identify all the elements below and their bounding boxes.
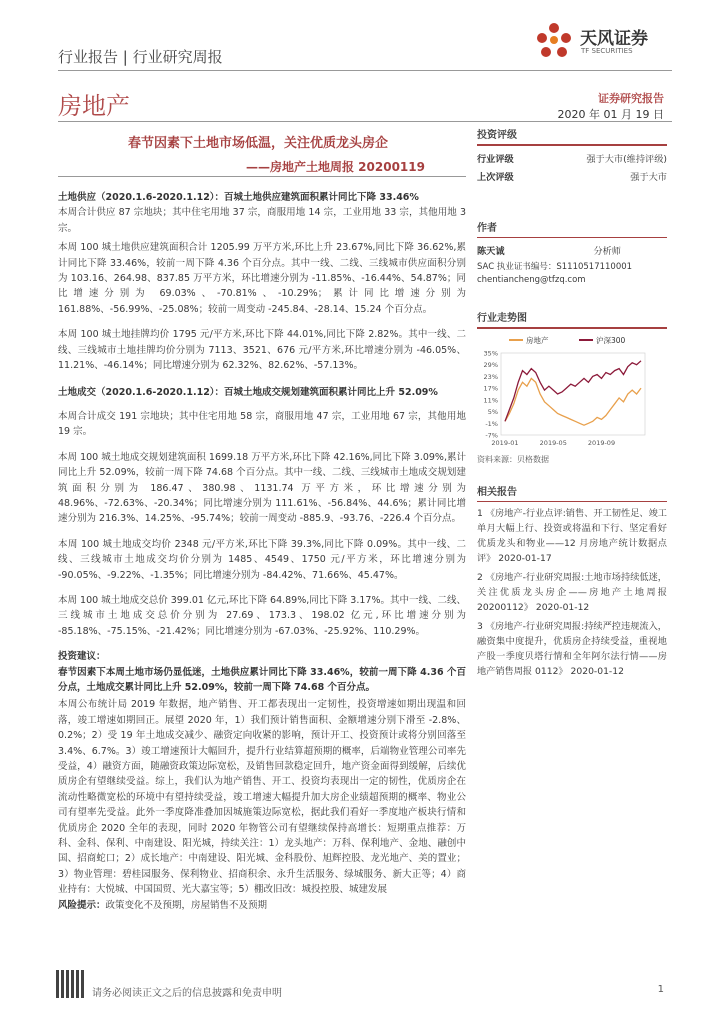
author-heading: 作者 (477, 222, 497, 234)
logo-subtext: TF SECURITIES (581, 47, 633, 55)
rating-heading: 投资评级 (477, 130, 517, 141)
x-tick-label: 2019-09 (587, 438, 616, 447)
paragraph: 本周合计供应 87 宗地块；其中住宅用地 37 宗，商服用地 14 宗，工业用地 33 宗，其他用地 3 宗。 (58, 207, 466, 234)
last-rating-row (477, 169, 667, 183)
investment-advice-summary: 春节因素下本周土地市场仍显低迷，土地供应累计同比下降 33.46%，较前一周下降 4.36 个百分点，土地成交累计同比上升 52.09%，较前一周下降 74.68 个百分点。 (58, 666, 466, 693)
disclaimer-text: 请务必阅读正文之后的信息披露和免责申明 (92, 988, 282, 999)
author-name: 陈天诚 (477, 246, 505, 257)
related-report-item[interactable]: 3 《房地产-行业研究周报:持续严控违规流入，融资集中度提升，优质房企持续受益，重视地产股一季度贝塔行情和全年阿尔法行情——房地产销售周报 0112》 2020-01-12 (477, 621, 667, 677)
legend-label: 房地产 (526, 335, 549, 345)
report-category: 行业报告 | 行业研究周报 (58, 48, 223, 66)
last-rating-label: 上次评级 (477, 171, 514, 183)
y-tick-label: 17% (483, 384, 498, 393)
section-transaction-heading: 土地成交（2020.1.6-2020.1.12）：百城土地成交规划建筑面积累计同比上升 52.09% (58, 387, 438, 399)
body-divider (58, 176, 466, 177)
page-number: 1 (657, 984, 664, 995)
author-email[interactable]: chentiancheng@tfzq.com (477, 275, 586, 285)
author-sac: SAC 执业证书编号：S1110517110001 (477, 262, 633, 272)
headline: 春节因素下土地市场低温，关注优质龙头房企 (128, 136, 389, 151)
last-rating-value: 强于大市 (630, 171, 667, 183)
header-divider (58, 70, 672, 71)
paragraph: 本周公布统计局 2019 年数据，地产销售、开工都表现出一定韧性，投资增速如期出现温和回落，竣工增速如期回正。展望 2020 年，1）我们预计销售面积、金额增速分别下滑至 -2.8%、0.2%；2）受 19 年土地成交减少、融资定向收紧的影响，预计开工、投资预计或将分别回落至 3.4%、6.7%。3）竣工增速预计大幅回升，提升行业结算超预期的概率，后端物业管理公司率先受益，4）融资方面，随融资政策边际宽松，及销售回款稳定回升，地产资金面得到缓解，后续优质房企有望继续受益。综上，我们认为地产销售、开工、投资均表现出一定的韧性，优质房企在流动性略微宽松的环境中有望持续受益，竣工增速大幅提升加大房企业绩超预期的概率、物业公司有望率先受益。此外一季度降准叠加因城施策边际宽松，据此我们看好一季度地产板块行情和优质房企 2020 全年的表现，同时 2020 年物管公司有望继续保持高增长：短期重点推荐：万科、金科、保利、中南建设、阳光城，持续关注：1）龙头地产：万科、保利地产、金地、融创中国、招商蛇口；2）成长地产：中南建设、阳光城、金科股份、旭辉控股、龙光地产、美的置业；3）物业管理：碧桂园服务、保利物业、招商积余、永升生活服务、绿城服务、新大正等；4）商业持有：大悦城、中国国贸、光大嘉宝等；5）棚改旧改：城投控股、城建发展 (58, 699, 466, 896)
paragraph: 本周 100 城土地成交总价 399.01 亿元,环比下降 64.89%,同比下降 3.17%。其中一线、二线、三线城市土地成交总价分别为 27.69、173.3、198.02 亿元,环比增速分别为 -85.18%、-75.15%、-21.42%；同比增速分别为 -67.03%、-25.92%、110.29%。 (58, 594, 466, 637)
paragraph: 本周 100 城土地挂牌均价 1795 元/平方米,环比下降 44.01%,同比下降 2.82%。其中一线、二线、三线城市土地挂牌均价分别为 7113、3521、676 元/平方米,环比增速分别为 -46.05%、11.21%、-46.14%；同比增速分别为 62.32%、82.62%、-57.13%。 (58, 329, 466, 372)
sidebar-divider (477, 144, 667, 146)
main-column (58, 190, 466, 913)
paragraph: 本周 100 城土地成交规划建筑面积 1699.18 万平方米,环比下降 42.16%,同比下降 3.09%,累计同比上升 52.09%，较前一周下降 74.68 个百分点。其中一线、二线、三线城市土地成交规划建筑面积分别为 186.47、380.98、1131.74 万平方米，环比增速分别为 48.96%、-72.63%、-20.34%；同比增速分别为 111.61%、-56.84%、44.6%；累计同比增速分别为 216.3%、14.25%、-95.74%；较前一周变动 -885.9、-93.76、-226.4 个百分点。 (58, 451, 466, 525)
section-supply-heading: 土地供应（2020.1.6-2020.1.12）：百城土地供应建筑面积累计同比下降 33.46% (58, 192, 419, 203)
y-tick-label: 23% (483, 372, 498, 381)
chart-source: 资料来源：贝格数据 (477, 454, 549, 464)
logo-icon (532, 18, 576, 62)
industry-rating-label: 行业评级 (477, 153, 514, 165)
paragraph: 本周 100 城土地成交均价 2348 元/平方米,环比下降 39.3%,同比下降 0.09%。其中一线、二线、三线城市土地成交均价分别为 1485、4549、1750 元/平方米，环比增速分别为 -90.05%、-9.22%、-1.35%；同比增速分别为 -84.42%、71.66%、45.47%。 (58, 538, 466, 581)
author-role: 分析师 (593, 246, 621, 257)
y-tick-label: 5% (487, 407, 498, 416)
y-tick-label: 35% (483, 349, 498, 357)
author-row (477, 243, 667, 257)
sidebar-divider (477, 501, 667, 503)
sidebar (477, 126, 667, 679)
y-tick-label: 29% (483, 360, 498, 369)
y-tick-label: -1% (485, 419, 498, 428)
sidebar-divider (477, 327, 667, 329)
title-divider (58, 121, 672, 122)
related-reports (477, 506, 667, 679)
subheadline: ——房地产土地周报 20200119 (246, 160, 425, 174)
trend-chart (477, 331, 667, 449)
paragraph: 本周 100 城土地供应建筑面积合计 1205.99 万平方米,环比上升 23.67%,同比下降 36.62%,累计同比下降 33.46%，较前一周下降 4.36 个百分点。其中一线、二线、三线城市供应面积分别为 103.16、264.98、837.85 万平方米，环比增速分别为 -11.85%、-16.44%、54.87%；同比增速分别为 69.03%、-70.81%、-10.29%；累计同比增速分别为 161.88%、-56.99%、-25.08%；较前一周变动 -245.84、-28.14、15.24 个百分点。 (58, 242, 466, 315)
page-title: 房地产 (58, 92, 130, 120)
chart-plot-area (501, 353, 645, 435)
related-report-item[interactable]: 1 《房地产-行业点评:销售、开工韧性足、竣工单月大幅上行、投资或将温和下行、坚定看好优质龙头和物业——12 月房地产统计数据点评》 2020-01-17 (477, 508, 667, 564)
x-tick-label: 2019-05 (539, 438, 567, 447)
series-line-csi300 (505, 360, 641, 421)
investment-advice-heading: 投资建议： (58, 651, 106, 663)
logo-text: 天风证券 (580, 29, 648, 49)
report-type: 证券研究报告 (598, 92, 664, 105)
logo (532, 18, 668, 66)
legend-label: 沪深300 (596, 335, 626, 345)
risk-text: 政策变化不及预期，房屋销售不及预期 (105, 899, 268, 911)
qr-code (56, 970, 84, 998)
y-tick-label: 11% (483, 395, 498, 404)
related-heading: 相关报告 (477, 486, 517, 498)
related-report-item[interactable]: 2 《房地产-行业研究周报:土地市场持续低迷，关注优质龙头房企——房地产土地周报 20200112》 2020-01-12 (477, 572, 667, 613)
paragraph: 本周合计成交 191 宗地块；其中住宅用地 58 宗，商服用地 47 宗，工业用地 67 宗，其他用地 19 宗。 (58, 410, 466, 438)
report-date: 2020 年 01 月 19 日 (557, 108, 664, 121)
industry-rating-row (477, 151, 667, 165)
x-tick-label: 2019-01 (491, 438, 519, 447)
y-tick-label: -7% (485, 431, 498, 439)
sidebar-divider (477, 237, 667, 239)
industry-rating-value: 强于大市(维持评级) (586, 153, 667, 165)
trend-heading: 行业走势图 (477, 313, 527, 324)
risk-heading: 风险提示： (58, 899, 106, 911)
